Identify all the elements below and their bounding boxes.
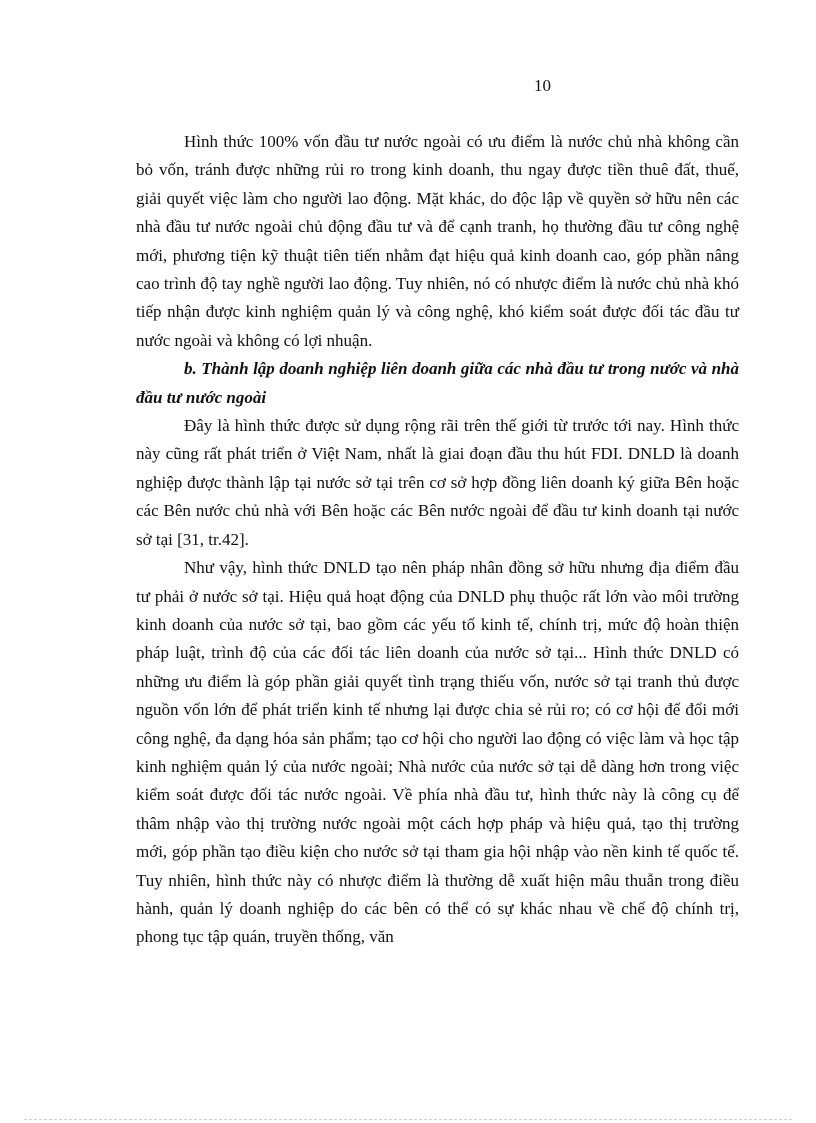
- page-bottom-divider: [24, 1119, 792, 1120]
- paragraph: Như vậy, hình thức DNLD tạo nên pháp nhân đồng sở hữu nhưng địa điểm đầu tư phải ở nước sở tại. Hiệu quả hoạt động của DNLD phụ thuộc rất lớn vào môi trường kinh doanh của nước sở tại, bao gồm các yếu tố kinh tế, chính trị, mức độ hoàn thiện pháp luật, trình độ của các đối tác liên doanh của nước sở tại... Hình thức DNLD có những ưu điểm là góp phần giải quyết tình trạng thiếu vốn, nước sở tại tranh thủ được nguồn vốn lớn để phát triển kinh tế nhưng lại được chia sẻ rủi ro; có cơ hội để đổi mới công nghệ, đa dạng hóa sản phẩm; tạo cơ hội cho người lao động có việc làm và học tập kinh nghiệm quản lý của nước ngoài; Nhà nước của nước sở tại dễ dàng hơn trong việc kiểm soát được đối tác nước ngoài. Về phía nhà đầu tư, hình thức này là công cụ để thâm nhập vào thị trường nước ngoài một cách hợp pháp và hiệu quả, tạo thị trường mới, góp phần tạo điều kiện cho nước sở tại tham gia hội nhập vào nền kinh tế quốc tế. Tuy nhiên, hình thức này có nhược điểm là thường dễ xuất hiện mâu thuẫn trong điều hành, quản lý doanh nghiệp do các bên có thể có sự khác nhau về chế độ chính trị, phong tục tập quán, truyền thống, văn: [136, 558, 739, 947]
- section-heading: b. Thành lập doanh nghiệp liên doanh giữa các nhà đầu tư trong nước và nhà đầu tư nước ngoài: [136, 359, 739, 407]
- document-body: [136, 128, 739, 952]
- page-number: 10: [534, 76, 551, 95]
- paragraph: Đây là hình thức được sử dụng rộng rãi trên thế giới từ trước tới nay. Hình thức này cũng rất phát triển ở Việt Nam, nhất là giai đoạn đầu thu hút FDI. DNLD là doanh nghiệp được thành lập tại nước sở tại trên cơ sở hợp đồng liên doanh ký giữa Bên hoặc các Bên nước chủ nhà với Bên hoặc các Bên nước ngoài để đầu tư kinh doanh tại nước sở tại [31, tr.42].: [136, 416, 739, 549]
- paragraph: Hình thức 100% vốn đầu tư nước ngoài có ưu điểm là nước chủ nhà không cần bỏ vốn, tránh được những rủi ro trong kinh doanh, thu ngay được tiền thuê đất, thuế, giải quyết việc làm cho người lao động. Mặt khác, do độc lập về quyền sở hữu nên các nhà đầu tư nước ngoài chủ động đầu tư và để cạnh tranh, họ thường đầu tư công nghệ mới, phương tiện kỹ thuật tiên tiến nhằm đạt hiệu quả kinh doanh cao, góp phần nâng cao trình độ tay nghề người lao động. Tuy nhiên, nó có nhược điểm là nước chủ nhà khó tiếp nhận được kinh nghiệm quản lý và công nghệ, khó kiểm soát được đối tác đầu tư nước ngoài và không có lợi nhuận.: [136, 132, 739, 350]
